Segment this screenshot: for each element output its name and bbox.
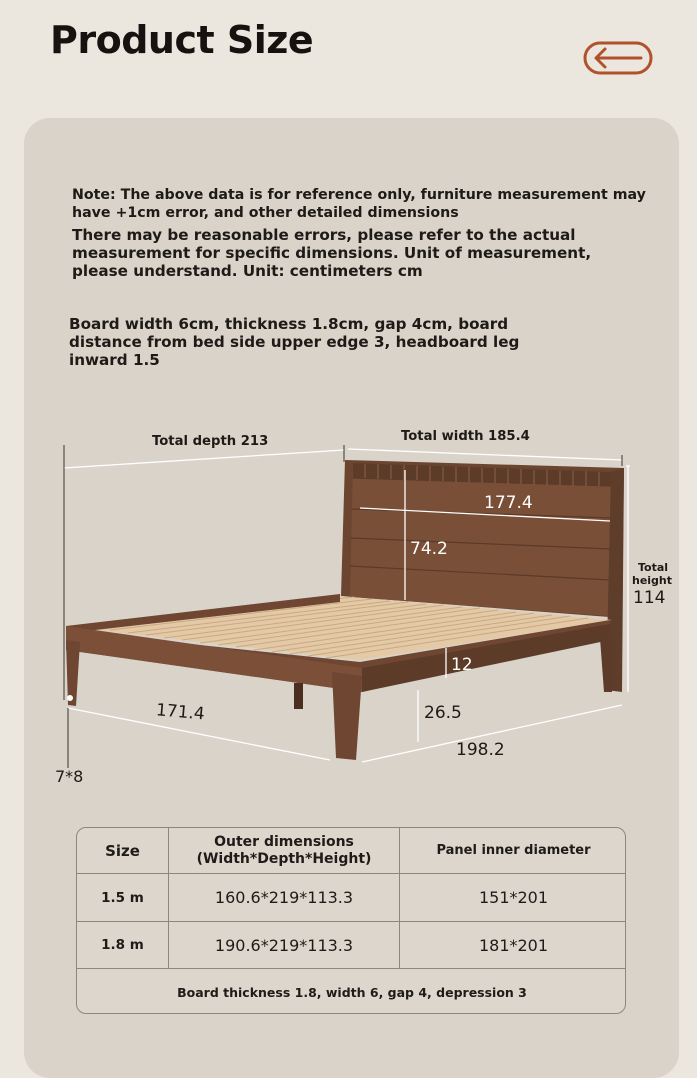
note-errors: There may be reasonable errors, please refer to the actual measurement for specific dimensions. Unit of measurement, please understand. Unit: centimeters cm	[72, 226, 592, 280]
total-height-value: 114	[633, 588, 666, 608]
panel-width-label: 177.4	[484, 493, 533, 513]
page-title: Product Size	[50, 18, 314, 62]
header-size: Size	[105, 841, 140, 860]
row-1-size: 1.5 m	[101, 889, 144, 906]
row-2-size: 1.8 m	[101, 937, 144, 953]
row-2-inner: 181*201	[478, 935, 549, 955]
panel-height-label: 74.2	[410, 539, 448, 559]
clearance-label: 26.5	[424, 703, 462, 723]
total-depth-label: Total depth 213	[152, 434, 269, 449]
size-table	[76, 827, 626, 1014]
back-button[interactable]	[583, 41, 653, 75]
row-1-outer: 160.6*219*113.3	[214, 888, 354, 907]
header-outer-line1: Outer dimensions	[214, 833, 354, 850]
rail-height-label: 12	[451, 655, 473, 675]
arrow-left-icon	[585, 43, 651, 73]
total-width-label: Total width 185.4	[401, 429, 530, 444]
total-height-label-line2: height	[632, 574, 673, 587]
leg-size-label: 7*8	[55, 767, 84, 786]
header-outer-dimensions	[169, 828, 399, 873]
row-2-outer: 190.6*219*113.3	[214, 935, 354, 955]
note-board-specs: Board width 6cm, thickness 1.8cm, gap 4cm, board distance from bed side upper edge 3, headboard leg inward 1.5	[69, 315, 520, 369]
header-outer-line2: (Width*Depth*Height)	[196, 850, 372, 867]
bed-diagram	[0, 420, 697, 800]
table-footer: Board thickness 1.8, width 6, gap 4, depression 3	[177, 984, 527, 1000]
side-length-label: 171.4	[155, 700, 206, 725]
total-height-label-line1: Total	[638, 561, 669, 574]
row-1-inner: 151*201	[478, 888, 549, 907]
foot-length-label: 198.2	[456, 740, 505, 760]
header-panel-inner: Panel inner diameter	[436, 843, 591, 858]
note-reference: Note: The above data is for reference only, furniture measurement may have +1cm error, and other detailed dimensions	[72, 187, 646, 221]
